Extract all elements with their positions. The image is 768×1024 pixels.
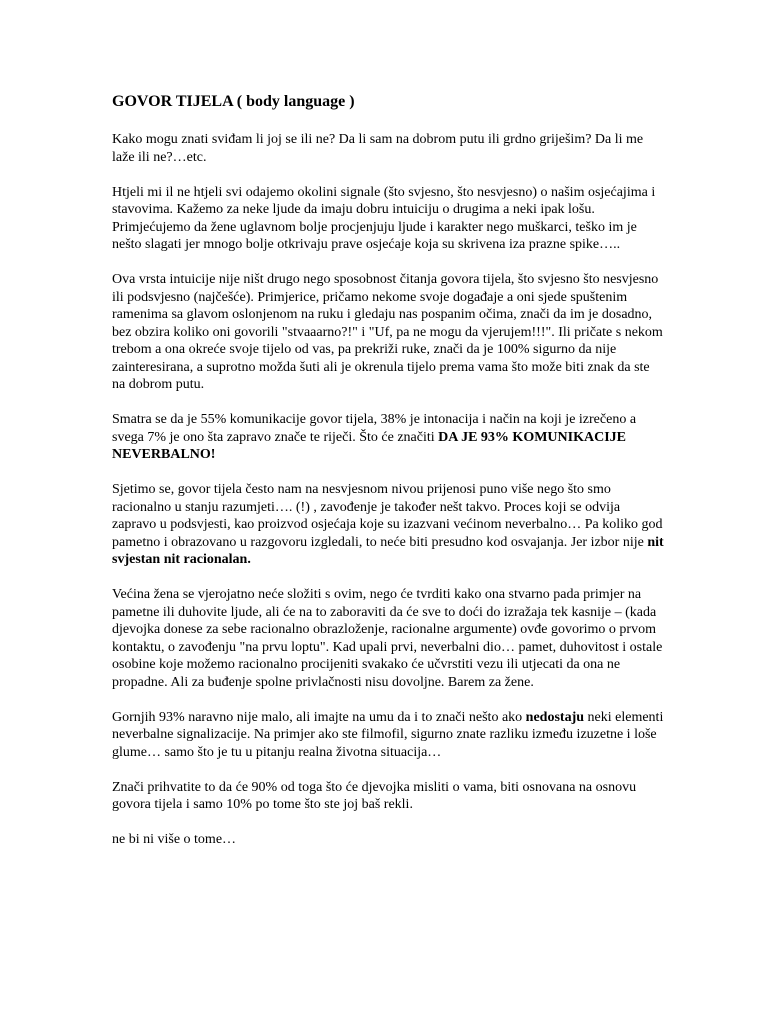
paragraph-7-text-after: neki elementi neverbalne signalizacije. Na primjer ako ste filmofil, sigurno znate razliku između izuzetne i loše glume… samo što je tu u pitanju realna životna situacija… — [112, 709, 664, 760]
paragraph-2: Htjeli mi il ne htjeli svi odajemo okolini signale (što svjesno, što nesvjesno) o našim osjećajima i stavovima. Kažemo za neke ljude da imaju dobru intuiciju o drugima a neki ipak lošu. Primjećujemo da žene uglavnom bolje procjenjuju ljude i karakter nego muškarci, teško im je nešto slagati jer mnogo bolje otkrivaju prave osjećaje koja su skrivena iza prazne spike….. — [112, 184, 656, 252]
document-page — [112, 92, 664, 866]
paragraph-6: Većina žena se vjerojatno neće složiti s ovim, nego će tvrditi kako ona stvarno pada primjer na pametne ili duhovite ljude, ali će na to zaboraviti da će sve to doći do izražaja tek kasnije – (kada djevojka donese za sebe racionalno obrazloženje, racionalne argumente) ovđe govorimo o prvom kontaktu, o zavođenju "na prvu loptu". Kad upali prvi, neverbalni dio… pamet, duhovitost i ostale osobine koje možemo racionalno procijeniti svakako će učvrstiti vezu ili utjecati da ona ne propadne. Ali za buđenje spolne privlačnosti nisu dovoljne. Barem za žene. — [112, 587, 663, 690]
paragraph-5-bold: nit svjestan nit racionalan. — [112, 534, 664, 567]
paragraph-7-text-before: Gornjih 93% naravno nije malo, ali imajte na umu da i to znači nešto ako — [112, 709, 526, 725]
paragraph-4-text: Smatra se da je 55% komunikacije govor tijela, 38% je intonacija i način na koji je izrečeno a svega 7% je ono šta zapravo znače te riječi. Što će značiti — [112, 412, 637, 445]
paragraph-3: Ova vrsta intuicije nije ništ drugo nego sposobnost čitanja govora tijela, što svjesno što nesvjesno ili podsvjesno (najčešće). Primjerice, pričamo nekome svoje događaje a oni sjede spuštenim ramenima sa glavom oslonjenom na ruku i gledaju nas pospanim očima, znači da im je dosadno, bez obzira koliko oni govorili "stvaaarno?!" i "Uf, pa ne mogu da vjerujem!!!". Ili pričate s nekom trebom a ona okreće svoje tijelo od vas, pa prekriži ruke, znači da je 100% sigurno da nije zainteresirana, a suprotno možda šuti ali je okrenula tijelo prema vama što može biti znak da ste na dobrom putu. — [112, 272, 663, 392]
paragraph-9: ne bi ni više o tome… — [112, 832, 237, 847]
paragraph-4-bold: DA JE 93% KOMUNIKACIJE NEVERBALNO! — [112, 429, 626, 462]
paragraph-1: Kako mogu znati sviđam li joj se ili ne? Da li sam na dobrom putu ili grdno griješim? Da li me laže ili ne?…etc. — [112, 132, 644, 165]
paragraph-5 — [112, 481, 664, 569]
paragraph-4 — [112, 411, 664, 464]
paragraph-8: Znači prihvatite to da će 90% od toga što će djevojka misliti o vama, biti osnovana na osnovu govora tijela i samo 10% po tome što ste joj baš rekli. — [112, 779, 637, 812]
paragraph-7 — [112, 709, 664, 762]
paragraph-7-bold: nedostaju — [525, 709, 585, 725]
document-title: GOVOR TIJELA ( body language ) — [112, 93, 355, 110]
paragraph-5-text: Sjetimo se, govor tijela često nam na nesvjesnom nivou prijenosi puno više nego što smo racionalno u stanju razumjeti…. (!) , zavođenje je također nešt takvo. Proces koji se odvija zapravo u podsvjesti, kao proizvod osjećaja koje su izazvani većinom neverbalno… Pa koliko god pametno i obrazovano u razgovoru izgledali, to neće biti presudno kod osvajanja. Jer izbor nije — [112, 482, 663, 550]
